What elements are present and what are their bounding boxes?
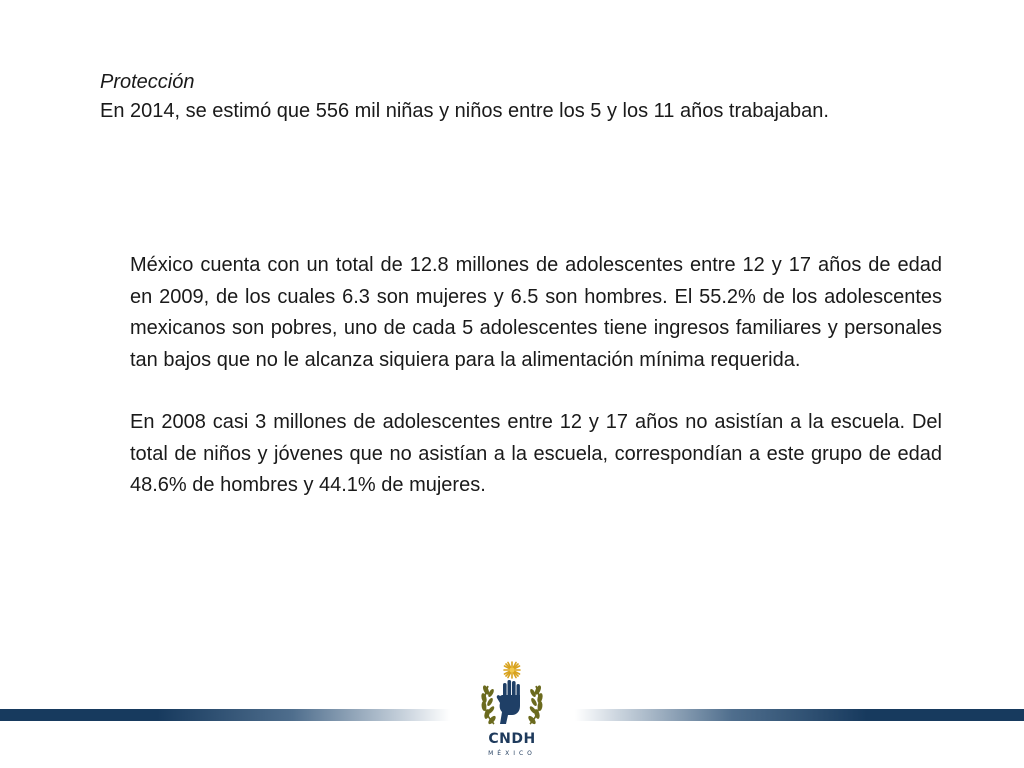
body-paragraph-school: En 2008 casi 3 millones de adolescentes entre 12 y 17 años no asistían a la escuela. Del total de niños y jóvenes que no asistían a la escuela, correspondían a este grupo de edad 48.6% de hombres y 44.1% de mujeres. [130, 411, 942, 496]
cndh-emblem-icon [472, 660, 552, 730]
logo-wordmark: CNDH [488, 731, 536, 747]
slide-heading [100, 68, 980, 126]
body-paragraph-adolescents: México cuenta con un total de 12.8 millones de adolescentes entre 12 y 17 años de edad en 2009, de los cuales 6.3 son mujeres y 6.5 son hombres. El 55.2% de los adolescentes mexicanos son pobres, uno de cada 5 adolescentes tiene ingresos familiares y personales tan bajos que no le alcanza siquiera para la alimentación mínima requerida. [130, 254, 942, 371]
hand-icon [497, 680, 520, 724]
laurel-right-icon [527, 684, 544, 725]
cndh-logo [472, 660, 552, 768]
footer-bar-right [575, 709, 1024, 721]
footer-bar-left [0, 709, 450, 721]
logo-country: MÉXICO [488, 750, 536, 757]
section-title: Protección [100, 71, 195, 93]
laurel-left-icon [480, 684, 497, 725]
slide-body [130, 250, 942, 533]
protection-statement: En 2014, se estimó que 556 mil niñas y niños entre los 5 y los 11 años trabajaban. [100, 100, 829, 122]
